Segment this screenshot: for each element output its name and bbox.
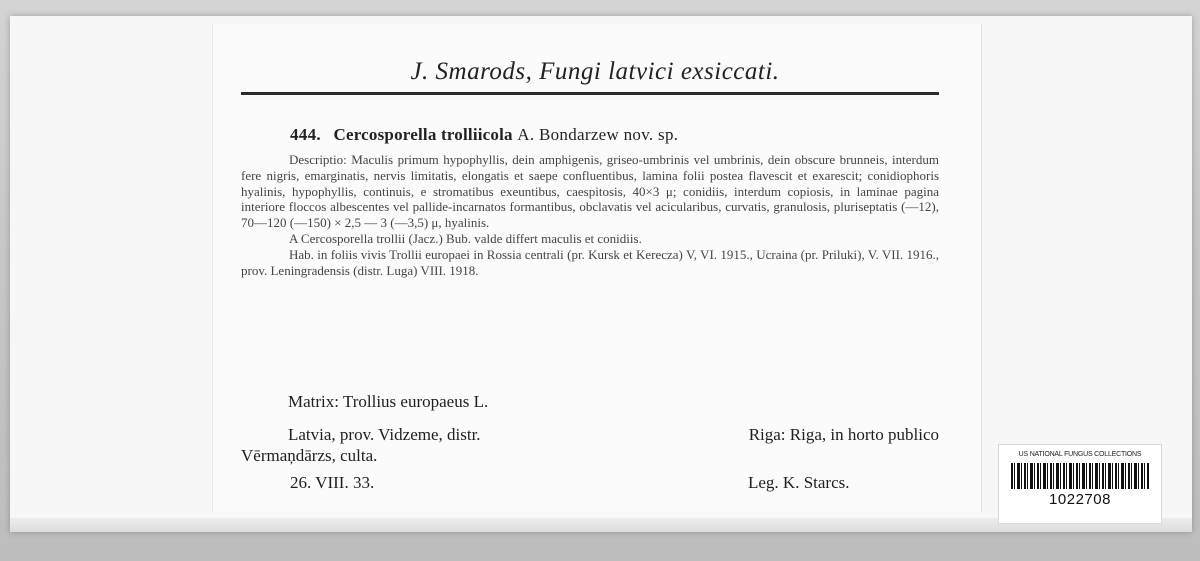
barcode-icon	[1011, 463, 1149, 489]
description-block	[241, 152, 939, 278]
locality-line-1	[241, 424, 939, 445]
locality-line-2: Vērmaņdārzs, culta.	[241, 446, 378, 465]
collection-date: 26. VIII. 33.	[290, 473, 375, 492]
locality-block	[241, 424, 939, 466]
species-line	[290, 125, 678, 145]
matrix-line: Matrix: Trollius europaeus L.	[288, 392, 489, 411]
barcode-number: 1022708	[1049, 491, 1111, 508]
description-paragraph: Descriptio: Maculis primum hypophyllis, dein amphigenis, griseo-umbrinis vel umbrinis, dein obscure brunneis, interdum fere nigris, emarginatis, nervis limitatis, elongatis et saepe confluentibus, lamina folii postea flavescit et exarescit; conidiophoris hyalinis, hypophyllis, continuis, e stromatibus exeuntibus, caespitosis, 40×3 μ; conidiis, interdum copiosis, in laminae pagina interiore floccos albescentes vel pallide-incarnatos formantibus, obclavatis vel acicularibus, curvatis, granulosis, pluriseptatis (—12), 70—120 (—150) × 2,5 — 3 (—3,5) μ, hyalinis.	[241, 152, 939, 231]
exsiccatum-number: 444.	[290, 125, 321, 144]
barcode-institution: US NATIONAL FUNGUS COLLECTIONS	[1018, 451, 1142, 458]
species-author: A. Bondarzew nov. sp.	[517, 125, 679, 144]
comparison-note: A Cercosporella trollii (Jacz.) Bub. valde differt maculis et conidiis.	[289, 230, 642, 246]
species-name: Cercosporella trolliicola	[333, 125, 513, 144]
barcode-label	[998, 444, 1162, 524]
habitat-paragraph: Hab. in foliis vivis Trollii europaei in Rossia centrali (pr. Kursk et Kerecza) V, VI. 1915., Ucraina (pr. Priluki), V. VII. 1916., prov. Leningradensis (distr. Luga) VIII. 1918.	[241, 246, 939, 278]
series-title	[0, 58, 1200, 86]
title-rule	[241, 92, 939, 95]
locality-region: Latvia, prov. Vidzeme, distr.	[288, 425, 481, 444]
collector: Leg. K. Starcs.	[748, 473, 850, 492]
locality-place: Riga: Riga, in horto publico	[748, 425, 939, 444]
series-title-text: J. Smarods, Fungi latvici exsiccati.	[410, 58, 780, 85]
